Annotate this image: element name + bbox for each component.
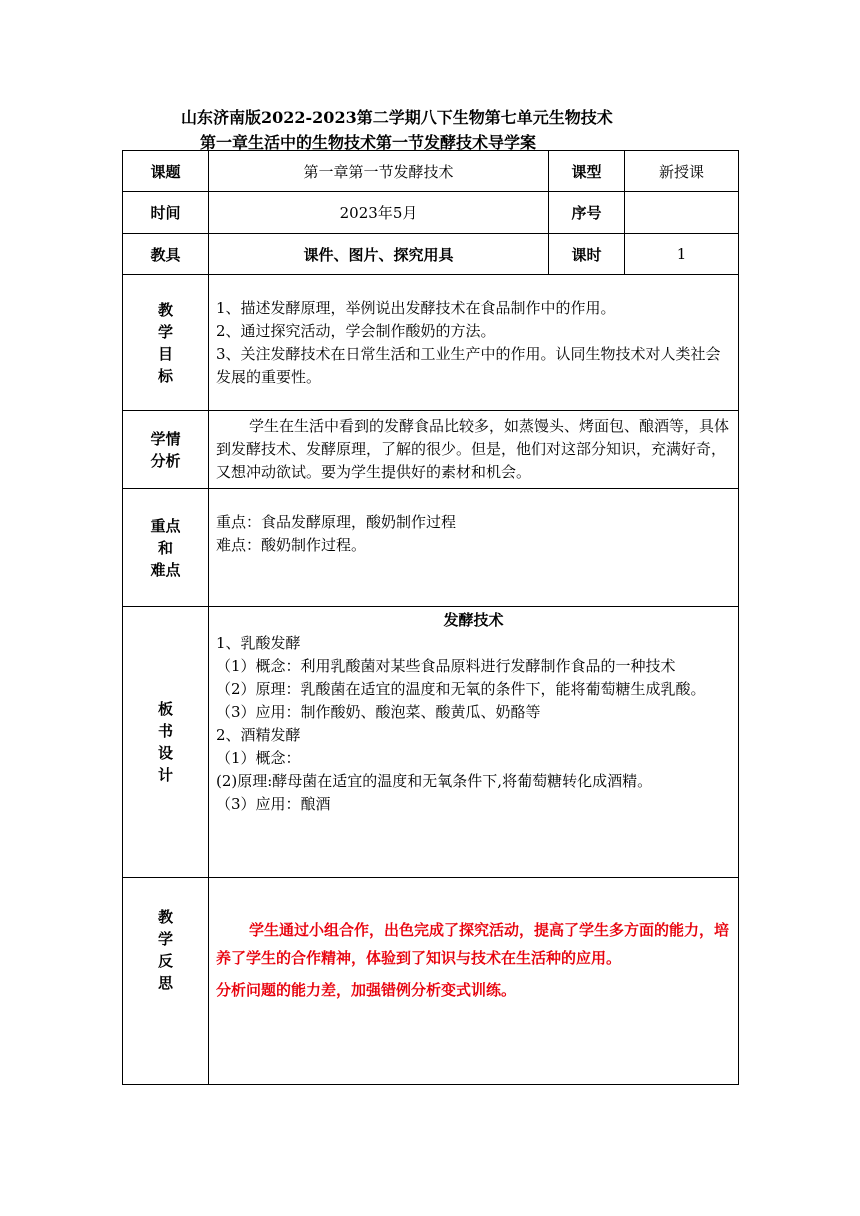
keypoints-label-line: 和 <box>157 538 173 557</box>
board-label-char: 板 <box>157 700 173 718</box>
board-line: 2、酒精发酵 <box>216 726 301 744</box>
topic-label: 课题 <box>123 151 209 192</box>
row-tools <box>123 234 739 275</box>
keypoints-label <box>123 489 209 607</box>
analysis-label-line: 分析 <box>150 451 181 470</box>
tools-value: 课件、图片、探究用具 <box>209 234 549 275</box>
tools-label: 教具 <box>123 234 209 275</box>
goal-item: 2、通过探究活动，学会制作酸奶的方法。 <box>216 321 496 340</box>
lesson-type-label: 课型 <box>549 151 625 192</box>
reflection-label-char: 教 <box>157 908 173 926</box>
board-label-char: 书 <box>157 722 173 740</box>
reflection-label <box>123 878 209 1085</box>
board-heading: 发酵技术 <box>443 611 504 629</box>
board-line: （3）应用：酿酒 <box>216 795 331 813</box>
goals-label-char: 标 <box>157 366 173 385</box>
board-label <box>123 607 209 878</box>
keypoint-item: 难点：酸奶制作过程。 <box>216 536 367 554</box>
board-label-char: 设 <box>157 744 173 762</box>
keypoints-label-line: 重点 <box>150 516 181 535</box>
reflection-label-char: 学 <box>157 930 173 948</box>
periods-value: 1 <box>625 234 739 275</box>
analysis-content <box>209 411 739 489</box>
board-line: （1）概念：利用乳酸菌对某些食品原料进行发酵制作食品的一种技术 <box>216 657 676 675</box>
board-line: (2)原理:酵母菌在适宜的温度和无氧条件下,将葡萄糖转化成酒精。 <box>216 772 653 790</box>
board-content <box>209 607 739 878</box>
sequence-label: 序号 <box>549 192 625 234</box>
reflection-text: 学生通过小组合作，出色完成了探究活动，提高了学生多方面的能力，培养了学生的合作精神，体验到了知识与技术在生活种的应用。 <box>216 921 730 967</box>
time-value: 2023年5月 <box>209 192 549 234</box>
time-label: 时间 <box>123 192 209 234</box>
analysis-label-line: 学情 <box>150 429 181 448</box>
row-topic <box>123 151 739 192</box>
board-line: 1、乳酸发酵 <box>216 634 301 652</box>
keypoint-item: 重点：食品发酵原理，酸奶制作过程 <box>216 513 457 531</box>
topic-value: 第一章第一节发酵技术 <box>209 151 549 192</box>
lesson-type-value: 新授课 <box>625 151 739 192</box>
row-keypoints <box>123 489 739 607</box>
row-time <box>123 192 739 234</box>
document-title-line1: 山东济南版2022-2023第二学期八下生物第七单元生物技术 <box>181 108 613 127</box>
goals-label-char: 学 <box>157 322 173 341</box>
board-label-char: 计 <box>157 766 173 784</box>
goals-label-char: 目 <box>157 344 173 363</box>
board-line: （2）原理：乳酸菌在适宜的温度和无氧的条件下，能将葡萄糖生成乳酸。 <box>216 680 706 698</box>
analysis-label <box>123 411 209 489</box>
reflection-label-char: 反 <box>157 952 173 970</box>
reflection-label-char: 思 <box>157 974 173 992</box>
keypoints-label-line: 难点 <box>150 560 181 579</box>
board-line: （3）应用：制作酸奶、酸泡菜、酸黄瓜、奶酪等 <box>216 703 541 721</box>
periods-label: 课时 <box>549 234 625 275</box>
goals-label <box>123 275 209 411</box>
goal-item: 3、关注发酵技术在日常生活和工业生产中的作用。认同生物技术对人类社会发展的重要性。 <box>216 344 721 386</box>
row-goals <box>123 275 739 411</box>
row-analysis <box>123 411 739 489</box>
sequence-value <box>625 192 739 234</box>
goals-label-char: 教 <box>157 300 173 319</box>
reflection-content <box>209 878 739 1085</box>
board-line: （1）概念： <box>216 749 301 767</box>
lesson-plan-table <box>122 150 739 1085</box>
row-reflection <box>123 878 739 1085</box>
row-board <box>123 607 739 878</box>
goals-content <box>209 275 739 411</box>
keypoints-content <box>209 489 739 607</box>
reflection-text: 分析问题的能力差，加强错例分析变式训练。 <box>216 981 517 999</box>
document-title-line2: 第一章生活中的生物技术第一节发酵技术导学案 <box>200 133 537 152</box>
analysis-text: 学生在生活中看到的发酵食品比较多，如蒸馒头、烤面包、酿酒等，具体到发酵技术、发酵原理，了解的很少。但是，他们对这部分知识，充满好奇，又想冲动欲试。要为学生提供好的素材和机会。 <box>216 417 730 481</box>
goal-item: 1、描述发酵原理，举例说出发酵技术在食品制作中的作用。 <box>216 298 616 317</box>
